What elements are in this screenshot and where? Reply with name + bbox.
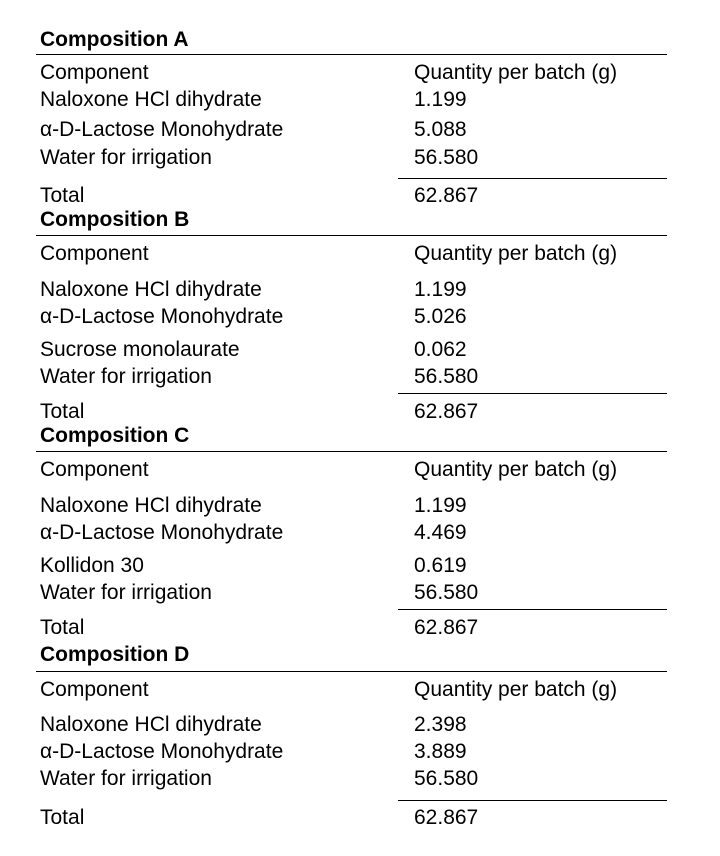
total-rule-d [398,800,667,801]
component-name: Sucrose monolaurate [40,338,240,361]
section-title-a: Composition A [40,28,189,51]
component-quantity: 5.088 [414,118,467,141]
component-quantity: 0.062 [414,338,467,361]
component-name: Water for irrigation [40,767,212,790]
section-title-c: Composition C [40,424,190,447]
total-label: Total [40,400,85,423]
component-name: α-D-Lactose Monohydrate [40,740,284,763]
total-label: Total [40,616,85,639]
section-title-d: Composition D [40,643,190,666]
component-name: Water for irrigation [40,146,212,169]
column-header-component: Component [40,61,149,84]
section-rule-c [36,451,667,452]
component-quantity: 0.619 [414,554,467,577]
component-quantity: 3.889 [414,740,467,763]
section-rule-d [36,671,667,672]
component-name: Naloxone HCl dihydrate [40,494,262,517]
component-name: Water for irrigation [40,365,212,388]
component-quantity: 1.199 [414,88,467,111]
column-header-component: Component [40,678,149,701]
component-quantity: 1.199 [414,278,467,301]
column-header-quantity: Quantity per batch (g) [414,678,618,701]
column-header-component: Component [40,458,149,481]
component-quantity: 1.199 [414,494,467,517]
section-rule-b [36,235,667,236]
section-rule-a [36,54,667,55]
component-name: Naloxone HCl dihydrate [40,88,262,111]
component-name: α-D-Lactose Monohydrate [40,305,284,328]
total-rule-a [398,178,667,179]
component-quantity: 2.398 [414,713,467,736]
column-header-component: Component [40,242,149,265]
component-name: Naloxone HCl dihydrate [40,278,262,301]
column-header-quantity: Quantity per batch (g) [414,61,618,84]
total-label: Total [40,184,85,207]
column-header-quantity: Quantity per batch (g) [414,458,618,481]
total-value: 62.867 [414,616,479,639]
total-value: 62.867 [414,400,479,423]
component-quantity: 56.580 [414,581,479,604]
total-label: Total [40,806,85,829]
component-name: α-D-Lactose Monohydrate [40,118,284,141]
total-value: 62.867 [414,806,479,829]
component-name: Water for irrigation [40,581,212,604]
section-title-b: Composition B [40,208,190,231]
component-name: α-D-Lactose Monohydrate [40,521,284,544]
column-header-quantity: Quantity per batch (g) [414,242,618,265]
component-quantity: 56.580 [414,767,479,790]
component-quantity: 56.580 [414,146,479,169]
total-rule-b [398,393,667,394]
component-quantity: 56.580 [414,365,479,388]
total-value: 62.867 [414,184,479,207]
component-name: Kollidon 30 [40,554,144,577]
component-quantity: 5.026 [414,305,467,328]
total-rule-c [398,609,667,610]
component-quantity: 4.469 [414,521,467,544]
component-name: Naloxone HCl dihydrate [40,713,262,736]
